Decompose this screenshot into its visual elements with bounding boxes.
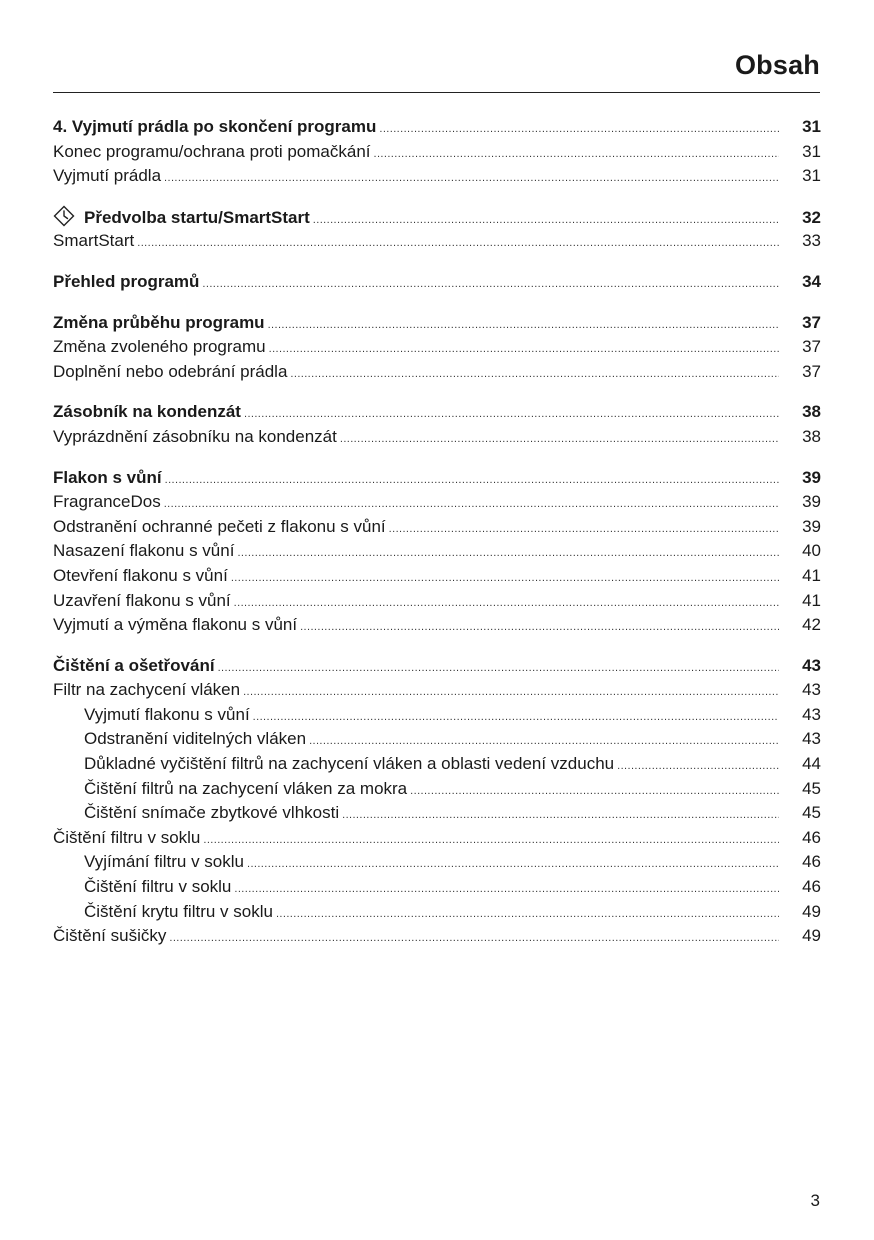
toc-page-number: 39 [802,516,821,536]
toc-entry-label [53,229,134,254]
toc-entry-title: 4. Vyjmutí prádla po skončení programu [53,117,377,136]
toc-entry-label [84,875,231,900]
toc-entry-label [53,400,241,425]
toc-entry-label [53,490,161,515]
toc-entry-title: Důkladné vyčištění filtrů na zachycení vláken a oblasti vedení vzduchu [84,754,615,774]
toc-entry[interactable] [53,900,821,925]
toc-entry-title: Vyjmutí flakonu s vůní [84,704,250,724]
toc-leader-dots [313,208,779,233]
toc-leader-dots [169,926,779,951]
toc-entry-title: Filtr na zachycení vláken [53,680,241,700]
toc-leader-dots [268,313,779,338]
toc-entry[interactable] [53,924,821,949]
toc-entry-title: Vyprázdnění zásobníku na kondenzát [53,426,337,446]
toc-leader-dots [165,468,779,493]
toc-entry-title: Vyjímání filtru v soklu [84,852,244,872]
toc-entry[interactable] [53,311,821,336]
toc-leader-dots [243,680,779,705]
toc-entry[interactable] [53,140,821,165]
toc-entry-label [53,205,310,231]
toc-entry-title: Zásobník na kondenzát [53,402,241,422]
toc-entry-title: Čištění a ošetřování [53,655,215,675]
toc-leader-dots [202,272,779,297]
toc-entry[interactable] [53,335,821,360]
toc-page-number: 37 [802,337,821,357]
toc-entry[interactable] [53,490,821,515]
toc-entry-label [53,678,240,703]
toc-page-number: 39 [802,492,821,512]
toc-entry-label [53,924,166,949]
toc-entry[interactable] [53,678,821,703]
toc-entry-label [53,311,265,336]
toc-page-number: 31 [802,166,821,186]
toc-leader-dots [309,729,779,754]
toc-page-number: 31 [802,117,821,136]
toc-leader-dots [234,877,779,902]
toc-leader-dots [231,566,779,591]
toc-entry[interactable] [53,515,821,540]
toc-leader-dots [269,337,779,362]
toc-page-number: 37 [802,361,821,381]
toc-entry-label [53,539,234,564]
toc-entry-title: Odstranění ochranné pečeti z flakonu s vůní [53,516,386,536]
toc-entry-title: Nasazení flakonu s vůní [53,541,235,561]
toc-entry-title: Čištění filtrů na zachycení vláken za mokra [84,778,408,798]
toc-entry[interactable] [53,777,821,802]
toc-entry-title: Čištění krytu filtru v soklu [84,901,273,921]
toc-entry-title: Čištění filtru v soklu [84,877,232,897]
table-of-contents [53,115,821,949]
toc-entry[interactable] [53,727,821,752]
toc-entry-title: Vyjmutí a výměna flakonu s vůní [53,615,298,635]
toc-entry-label [53,515,386,540]
toc-page-number: 41 [802,565,821,585]
toc-entry[interactable] [53,875,821,900]
toc-page-number: 43 [802,680,821,700]
toc-entry-title: Vyjmutí prádla [53,166,162,186]
toc-entry-label [53,564,228,589]
title-divider [53,92,820,93]
toc-leader-dots [203,828,779,853]
toc-page-number: 40 [802,541,821,561]
toc-entry[interactable] [53,850,821,875]
toc-page-number: 49 [802,926,821,946]
toc-page-number: 45 [802,803,821,823]
toc-entry[interactable] [53,564,821,589]
toc-entry-title: Změna zvoleného programu [53,337,266,357]
toc-entry-label [53,115,376,140]
toc-entry-title: Čištění snímače zbytkové vlhkosti [84,803,340,823]
toc-entry-title: Odstranění viditelných vláken [84,729,307,749]
toc-entry-title: SmartStart [53,231,135,251]
start-delay-icon [53,205,75,227]
toc-entry-title: Předvolba startu/SmartStart [84,207,310,227]
toc-entry-label [53,826,200,851]
toc-leader-dots [237,541,779,566]
toc-page-number: 42 [802,615,821,635]
toc-entry[interactable] [53,589,821,614]
toc-entry[interactable] [53,425,821,450]
toc-entry[interactable] [53,360,821,385]
toc-page-number: 32 [802,207,821,227]
toc-entry-title: Uzavření flakonu s vůní [53,590,231,610]
page-title: Obsah [734,50,820,80]
toc-leader-dots [340,427,779,452]
toc-entry-title: Změna průběhu programu [53,312,265,332]
toc-entry-title: Flakon s vůní [53,467,162,487]
toc-leader-dots [410,779,779,804]
toc-entry[interactable] [53,801,821,826]
toc-leader-dots [164,492,779,517]
toc-leader-dots [300,615,779,640]
toc-entry-title: FragranceDos [53,492,161,512]
toc-leader-dots [379,117,779,142]
toc-entry[interactable] [53,826,821,851]
toc-entry-label [53,589,231,614]
toc-leader-dots [234,591,779,616]
toc-entry[interactable] [53,115,821,140]
toc-leader-dots [617,754,779,779]
toc-entry-label [84,850,244,875]
toc-entry[interactable] [53,703,821,728]
toc-entry-label [53,425,337,450]
toc-entry-label [84,801,339,826]
toc-page-number: 46 [802,877,821,897]
toc-page-number: 41 [802,590,821,610]
toc-entry[interactable] [53,752,821,777]
toc-leader-dots [389,517,779,542]
toc-entry[interactable] [53,613,821,638]
toc-page-number: 44 [802,754,821,774]
toc-entry[interactable] [53,205,821,230]
toc-entry-label [84,777,407,802]
toc-leader-dots [290,362,779,387]
toc-entry-label [53,466,162,491]
toc-page-number: 46 [802,852,821,872]
toc-page-number: 34 [802,271,821,291]
toc-entry[interactable] [53,466,821,491]
toc-entry-label [84,727,306,752]
toc-entry[interactable] [53,400,821,425]
toc-entry-label [53,360,287,385]
toc-entry-label [53,140,371,165]
toc-page-number: 37 [802,312,821,332]
toc-entry-title: Přehled programů [53,271,200,291]
toc-entry-title: Doplnění nebo odebrání prádla [53,361,288,381]
toc-entry[interactable] [53,654,821,679]
page-number: 3 [810,1191,820,1210]
toc-leader-dots [164,166,779,191]
toc-leader-dots [137,231,779,256]
toc-leader-dots [374,142,779,167]
toc-page-number: 45 [802,778,821,798]
toc-page-number: 33 [802,231,821,251]
toc-entry-label [84,703,250,728]
toc-page-number: 38 [802,426,821,446]
toc-page-number: 43 [802,729,821,749]
toc-leader-dots [247,852,779,877]
toc-entry-label [84,900,273,925]
toc-entry[interactable] [53,164,821,189]
toc-entry-label [53,270,199,295]
toc-page-number: 38 [802,402,821,422]
toc-page-number: 43 [802,704,821,724]
toc-entry-label [53,335,266,360]
toc-entry-label [53,613,297,638]
toc-page-number: 49 [802,901,821,921]
toc-entry[interactable] [53,270,821,295]
toc-page-number: 39 [802,467,821,487]
toc-leader-dots [276,902,779,927]
toc-leader-dots [342,803,779,828]
toc-entry-title: Otevření flakonu s vůní [53,565,228,585]
toc-entry-label [84,752,614,777]
toc-leader-dots [253,705,779,730]
toc-entry-label [53,164,161,189]
toc-entry[interactable] [53,539,821,564]
toc-entry[interactable] [53,229,821,254]
toc-page-number: 31 [802,141,821,161]
toc-leader-dots [218,656,779,681]
toc-entry-title: Konec programu/ochrana proti pomačkání [53,141,371,161]
toc-leader-dots [244,402,779,427]
toc-page-number: 43 [802,655,821,675]
toc-entry-title: Čištění sušičky [53,926,167,946]
toc-page-number: 46 [802,827,821,847]
toc-entry-label [53,654,215,679]
toc-entry-title: Čištění filtru v soklu [53,827,201,847]
